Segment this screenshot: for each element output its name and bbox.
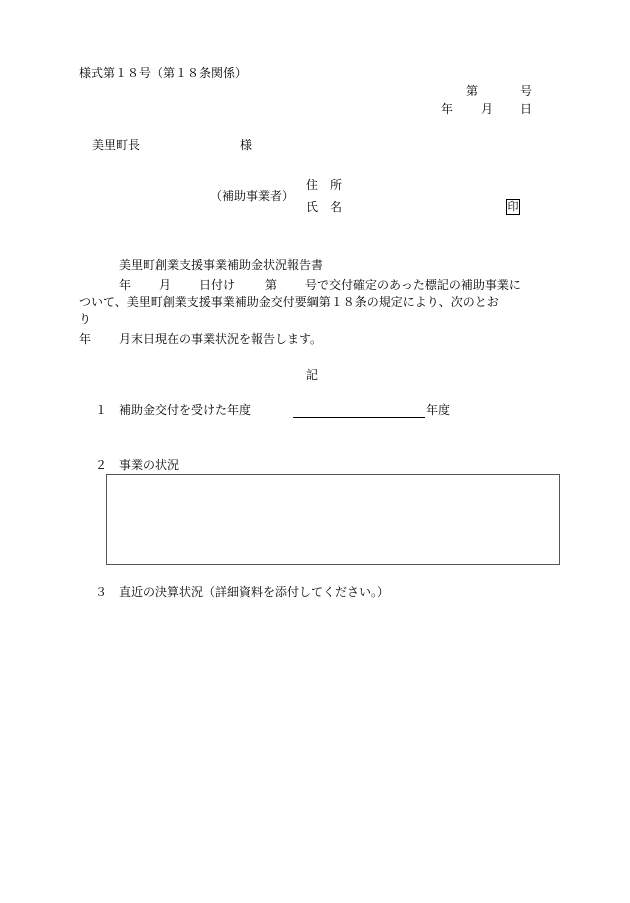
date-day-label: 日 (520, 102, 533, 116)
item-3-label: 直近の決算状況（詳細資料を添付してください。） (119, 585, 390, 599)
report-line2-text: ついて、美里町創業支援事業補助金交付要綱第１８条の規定により、次のとお (79, 295, 499, 309)
item-2-label: 事業の状況 (119, 458, 180, 472)
report-line3-text: り (79, 312, 92, 326)
fiscal-year-blank[interactable] (293, 417, 425, 418)
form-number: 様式第１８号（第１８条関係） (79, 66, 248, 80)
business-status-box[interactable] (106, 474, 560, 565)
item-1-suffix: 年度 (426, 403, 451, 417)
ki-heading: 記 (306, 368, 319, 382)
date-month-label: 月 (481, 102, 494, 116)
report-line4-year: 年 (79, 332, 92, 346)
addressee-honorific: 様 (240, 138, 253, 152)
address-label: 住 所 (306, 178, 343, 192)
item-3-number: ３ (95, 585, 108, 599)
document-number-suffix: 号 (520, 84, 533, 98)
report-title: 美里町創業支援事業補助金状況報告書 (119, 258, 324, 272)
report-number-label: 第 (265, 278, 278, 292)
report-month-label: 月 (159, 278, 172, 292)
date-year-label: 年 (441, 102, 454, 116)
report-line1-text: 号で交付確定のあった標記の補助事業に (305, 278, 521, 292)
report-date-label: 日付け (199, 278, 236, 292)
item-1-number: １ (95, 403, 108, 417)
seal-mark: 印 (507, 200, 519, 213)
report-line4-text: 月末日現在の事業状況を報告します。 (119, 332, 323, 346)
item-1-label: 補助金交付を受けた年度 (119, 403, 252, 417)
name-label: 氏 名 (306, 200, 343, 214)
document-number-prefix: 第 (466, 84, 479, 98)
item-2-number: ２ (95, 458, 108, 472)
report-year-label: 年 (119, 278, 132, 292)
addressee-name: 美里町長 (92, 138, 141, 152)
applicant-role-label: （補助事業者） (210, 189, 295, 203)
